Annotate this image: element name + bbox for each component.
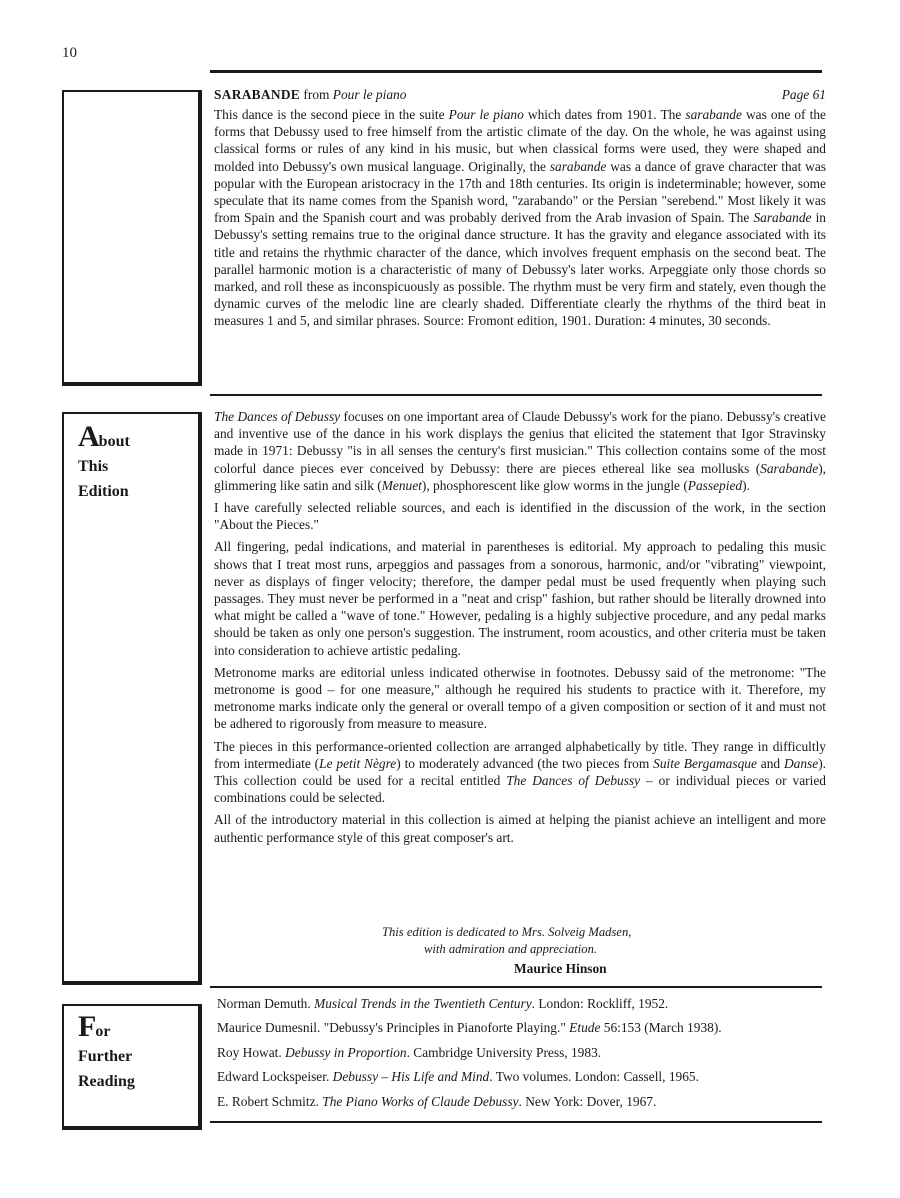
page-number: 10	[62, 45, 77, 61]
italic-run: Debussy – His Life and Mind	[332, 1069, 490, 1085]
further-box-title	[78, 1010, 135, 1094]
text-run: Maurice Dumesnil. "Debussy's Principles in Pianoforte Playing."	[217, 1020, 570, 1036]
text-run: I have carefully selected reliable sources, and each is identified in the discussion of the work, in the section "About the Pieces."	[214, 500, 826, 533]
italic-run: Debussy in Proportion	[285, 1044, 407, 1060]
section-rule-1	[210, 394, 822, 396]
further-line3: Reading	[78, 1073, 135, 1090]
reference-item	[217, 996, 829, 1020]
text-run: Metronome marks are editorial unless indicated otherwise in footnotes. Debussy said of the metronome: "The metronome is good – for one measure," although he required his students to practice with it. Therefore, my metronome marks indicate only the general or overall tempo of a given composition or section of it and must not be adhered to rigorously from measure to measure.	[214, 664, 826, 732]
sarabande-paragraph	[214, 106, 826, 330]
text-run: – or individual pieces or varied combinations could be selected.	[214, 773, 826, 806]
sarabande-title: SARABANDE	[214, 87, 301, 102]
dedication-signer: Maurice Hinson	[514, 961, 607, 976]
sarabande-heading	[214, 87, 826, 103]
italic-run: sarabande	[549, 158, 607, 174]
italic-run: The Dances of Debussy	[506, 773, 641, 789]
text-run: This dance is the second piece in the suite	[214, 107, 449, 122]
text-run: Roy Howat.	[217, 1044, 286, 1060]
italic-run: Pour le piano	[448, 107, 524, 122]
italic-run: Menuet	[381, 477, 422, 493]
text-run: All of the introductory material in this collection is aimed at helping the pianist achieve an intelligent and more authentic performance style of this great composer's art.	[214, 812, 826, 845]
section-rule-2	[210, 986, 822, 988]
reference-item	[217, 1020, 829, 1044]
sarabande-from: from	[300, 87, 333, 102]
text-run: E. Robert Schmitz.	[217, 1093, 323, 1109]
text-run: . Cambridge University Press, 1983.	[406, 1044, 602, 1060]
text-run: ), phosphorescent like glow worms in the jungle (	[421, 477, 688, 493]
about-line2: This	[78, 458, 109, 475]
text-run: ) to moderately advanced (the two pieces from	[396, 755, 654, 771]
italic-run: Suite Bergamasque	[653, 755, 757, 771]
about-box	[62, 412, 202, 985]
text-run: in Debussy's setting remains true to the original dance structure. It has the gravity and elegance associated with its title and retains the rhythmic character of the dance, which involves frequent emphasis on the second beat. The parallel harmonic motion is a characteristic of many of Debussy's later works. Arpeggiate only those chords so marked, and roll these as inconspicuously as possible. The rhythm must be very firm and stately, even though the dynamic curves of the melodic line are clearly shaded. Differentiate clearly the rhythms of the third beat in measures 1 and 5, and similar phrases. Source: Fromont edition, 1901. Duration: 4 minutes, 30 seconds.	[214, 210, 827, 329]
italic-run: Sarabande	[760, 460, 819, 476]
text-run: . New York: Dover, 1967.	[518, 1093, 657, 1109]
italic-run: Sarabande	[753, 210, 812, 226]
further-cap: F	[78, 1010, 96, 1043]
about-paragraph-5	[214, 738, 826, 807]
about-cap-rest: bout	[98, 433, 130, 450]
italic-run: Danse	[783, 755, 819, 771]
about-box-title	[78, 420, 130, 504]
sarabande-work: Pour le piano	[332, 87, 407, 102]
about-cap: A	[78, 420, 99, 453]
italic-run: Passepied	[687, 477, 743, 493]
text-run: Norman Demuth.	[217, 996, 315, 1011]
italic-run: Le petit Nègre	[319, 755, 397, 771]
reference-item	[217, 1069, 829, 1093]
further-line2: Further	[78, 1048, 133, 1065]
italic-run: Musical Trends in the Twentieth Century	[314, 996, 532, 1011]
text-run: was a dance of grave character that was popular with the European aristocracy in the 17th and 18th centuries. Its origin is indeterminable; however, some speculate that its name comes from the Spanish word, "zarabando" or the Persian "serebend." Most likely it was from Spain and the Spanish court and was probably derived from the Arab invasion of Spain. The	[214, 158, 826, 226]
about-line3: Edition	[78, 483, 129, 500]
italic-run: sarabande	[685, 107, 742, 122]
further-cap-rest: or	[95, 1023, 111, 1040]
text-run: Edward Lockspeiser.	[217, 1069, 333, 1085]
reference-list	[217, 996, 829, 1118]
sarabande-page-ref: Page 61	[781, 87, 826, 102]
italic-run: Etude	[569, 1020, 601, 1036]
text-run: which dates from 1901. The	[523, 107, 686, 122]
about-paragraph-3	[214, 538, 826, 658]
italic-run: The Piano Works of Claude Debussy	[322, 1093, 519, 1109]
text-run: ), glimmering like satin and silk (	[214, 460, 826, 493]
text-run: . London: Rockliff, 1952.	[531, 996, 669, 1011]
about-body	[214, 408, 826, 851]
text-run: All fingering, pedal indications, and material in parentheses is editorial. My approach to pedaling this music shows that I treat most runs, arpeggios and passages from a sonorous, harmonic, and/or "vibrating" viewpoint, never as displays of finger velocity; therefore, the damper pedal must be used frequently when playing such passages. They must never be performed in a "neat and crisp" fashion, but rather should be literally drowned into what might be called a "wave of tone." However, pedaling is a highly subjective procedure, and any pedal marks should be taken as only one person's suggestion. The instrument, room acoustics, and other criteria must be taken into consideration to achieve artistic pedaling.	[214, 539, 826, 658]
dedication-line-1: This edition is dedicated to Mrs. Solveig Madsen,	[382, 925, 632, 939]
italic-run: The Dances of Debussy	[214, 409, 341, 424]
sarabande-box	[62, 90, 202, 386]
section-rule-top	[210, 70, 822, 73]
text-run: focuses on one important area of Claude Debussy's work for the piano. Debussy's creative and inventive use of the dance in his work displays the genius that elicited the statement that Igor Stravinsky made in 1971: Debussy "is in all senses the century's first musician." This collection contains some of the most colorful dance pieces ever conceived by Debussy: there are pieces ethereal like sea mollusks (	[214, 409, 826, 476]
text-run: ).	[742, 477, 750, 493]
reference-item	[217, 1094, 829, 1118]
text-run: ). This collection could be used for a recital entitled	[214, 755, 827, 789]
text-run: The pieces in this performance-oriented collection are arranged alphabetically by title. They range in difficultly from intermediate (	[214, 738, 826, 771]
text-run: and	[756, 755, 784, 771]
about-paragraph-4	[214, 664, 826, 733]
dedication-line-2: with admiration and appreciation.	[424, 942, 598, 956]
text-run: . Two volumes. London: Cassell, 1965.	[489, 1069, 699, 1085]
reference-item	[217, 1045, 829, 1069]
about-paragraph-2	[214, 499, 826, 533]
section-rule-bottom	[210, 1121, 822, 1123]
text-run: 56:153 (March 1938).	[600, 1020, 722, 1036]
about-paragraph-6	[214, 811, 826, 845]
sarabande-body	[214, 106, 826, 335]
text-run: was one of the forms that Debussy used to free himself from the artistic climate of the day. On the whole, he was against using classical forms or rules of any kind in his music, but when classical forms were used, they were shaped and molded into Debussy's own musical language. Originally, the	[214, 107, 826, 174]
further-box	[62, 1004, 202, 1130]
about-paragraph-1	[214, 408, 826, 494]
